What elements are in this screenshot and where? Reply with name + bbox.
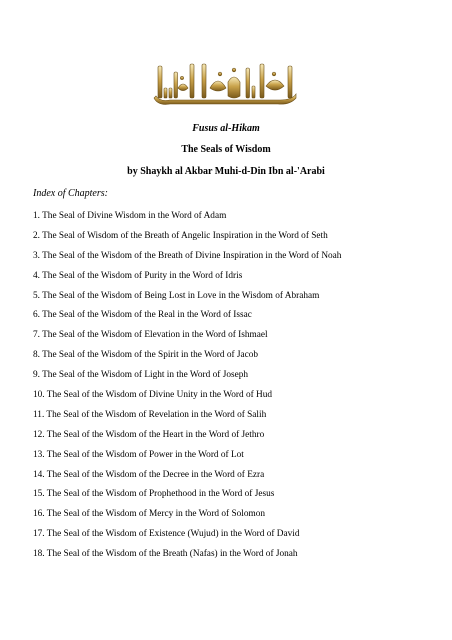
document-author: by Shaykh al Akbar Muhi-d-Din Ibn al-'Arabi — [127, 166, 325, 177]
chapter-item: 9. The Seal of the Wisdom of Light in the Word of Joseph — [33, 370, 249, 381]
chapter-item: 7. The Seal of the Wisdom of Elevation in the Word of Ishmael — [33, 330, 268, 341]
document-title: Fusus al-Hikam — [192, 123, 260, 134]
chapter-list — [33, 210, 433, 568]
chapter-item: 16. The Seal of the Wisdom of Mercy in the Word of Solomon — [33, 509, 266, 520]
chapter-item: 2. The Seal of Wisdom of the Breath of Angelic Inspiration in the Word of Seth — [33, 230, 328, 241]
document-subtitle: The Seals of Wisdom — [181, 144, 271, 155]
bismillah-calligraphy-logo — [150, 58, 302, 108]
chapter-item: 14. The Seal of the Wisdom of the Decree in the Word of Ezra — [33, 469, 265, 480]
chapter-item: 1. The Seal of Divine Wisdom in the Word of Adam — [33, 211, 227, 221]
chapter-item: 4. The Seal of the Wisdom of Purity in the Word of Idris — [33, 270, 243, 281]
chapter-item: 13. The Seal of the Wisdom of Power in the Word of Lot — [33, 449, 244, 460]
chapter-item: 3. The Seal of the Wisdom of the Breath of Divine Inspiration in the Word of Noah — [33, 250, 342, 261]
chapter-item: 10. The Seal of the Wisdom of Divine Unity in the Word of Hud — [33, 390, 273, 401]
chapter-item: 8. The Seal of the Wisdom of the Spirit in the Word of Jacob — [33, 350, 259, 361]
index-label: Index of Chapters: — [33, 188, 108, 199]
chapter-item: 5. The Seal of the Wisdom of Being Lost in Love in the Wisdom of Abraham — [33, 290, 320, 301]
chapter-item: 17. The Seal of the Wisdom of Existence (Wujud) in the Word of David — [33, 529, 300, 540]
chapter-item: 18. The Seal of the Wisdom of the Breath (Nafas) in the Word of Jonah — [33, 549, 298, 560]
chapter-item: 11. The Seal of the Wisdom of Revelation in the Word of Salih — [33, 409, 267, 420]
chapter-item: 6. The Seal of the Wisdom of the Real in the Word of Issac — [33, 310, 252, 321]
chapter-item: 12. The Seal of the Wisdom of the Heart in the Word of Jethro — [33, 429, 265, 440]
chapter-item: 15. The Seal of the Wisdom of Prophethood in the Word of Jesus — [33, 489, 275, 500]
